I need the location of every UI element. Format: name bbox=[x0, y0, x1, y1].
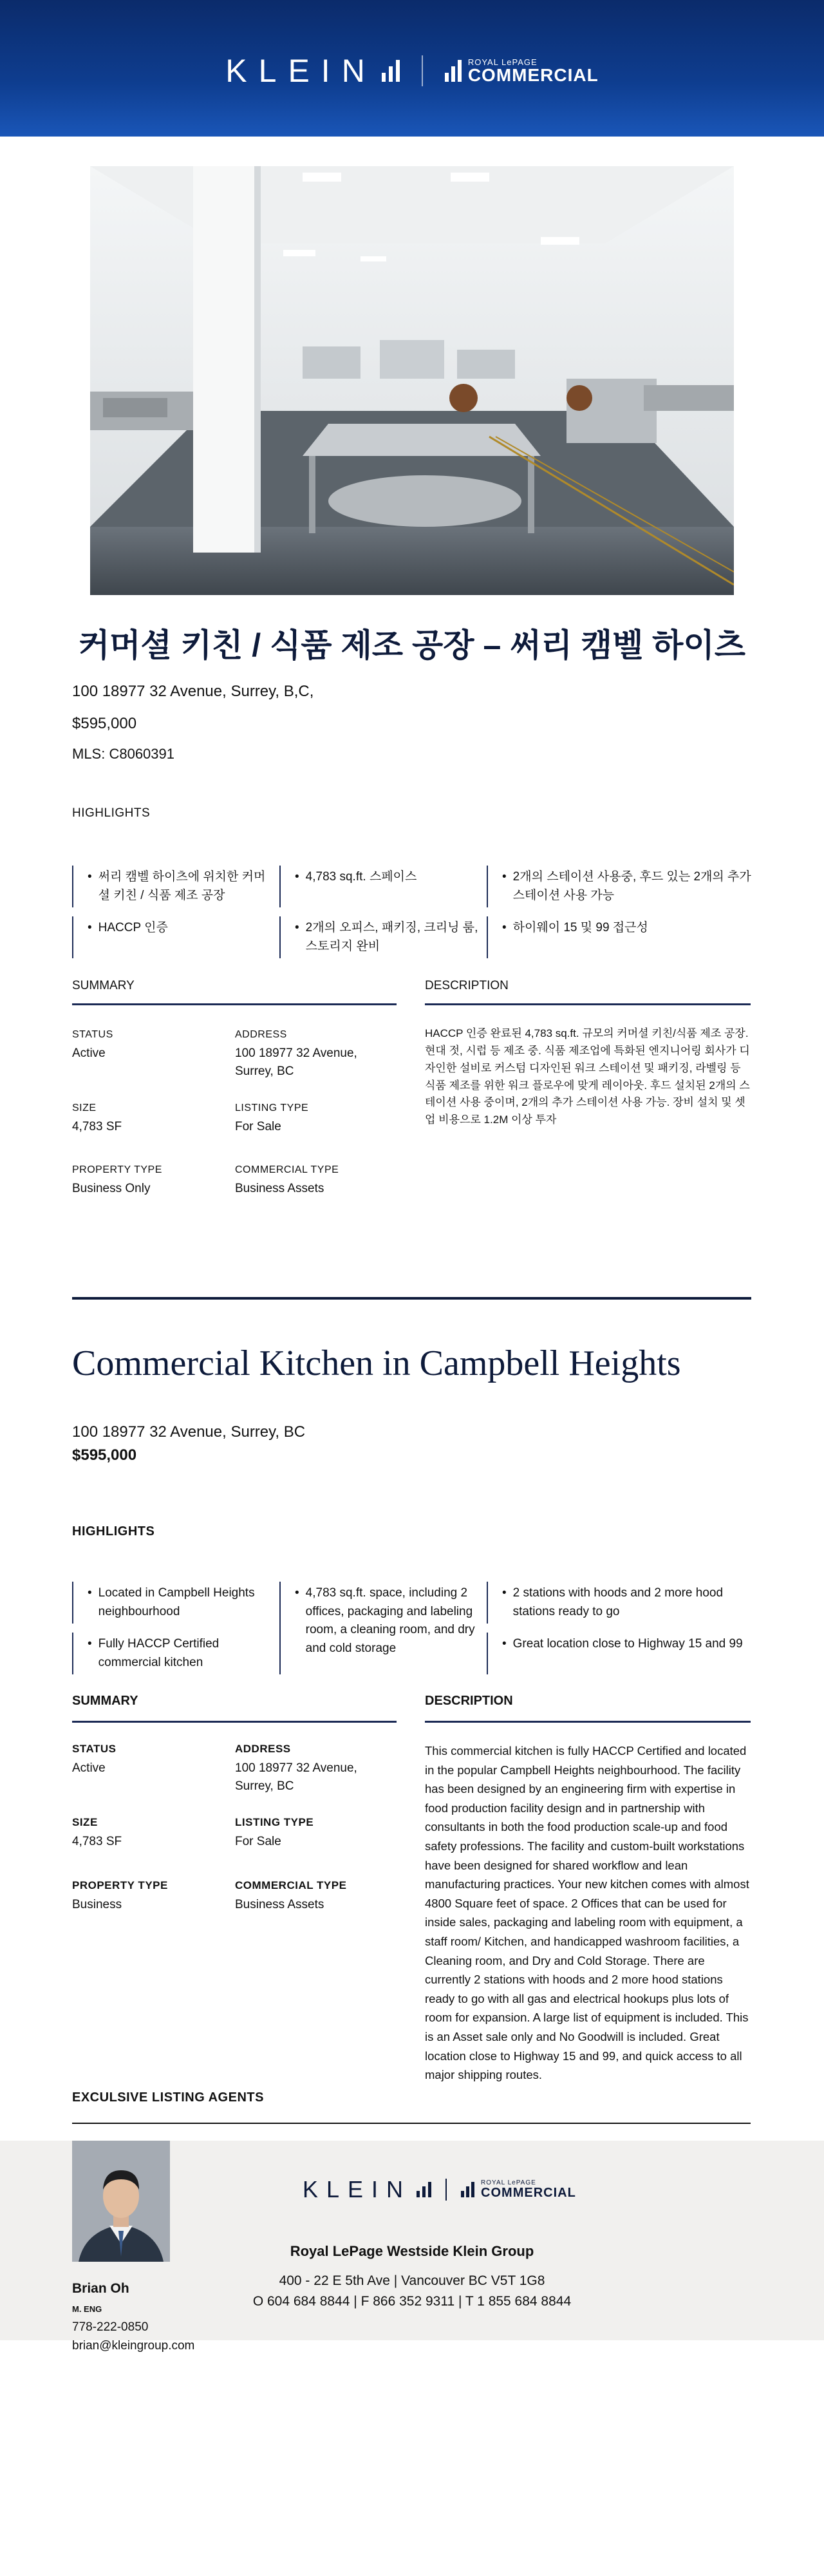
korean-commercial-type: COMMERCIAL TYPE Business Assets bbox=[235, 1164, 339, 1195]
header-banner bbox=[0, 0, 824, 137]
korean-summary-rule bbox=[72, 1003, 397, 1005]
english-description-text: This commercial kitchen is fully HACCP Certified and located in the popular Campbell Heights neighbourhood. The facility has been designed by an engineering firm with expertise in food production facility design and in partnership with consultants in both the food production scale-up and food safety professions. The facility and custom-built workstations have been designed for shared workflow and lean manufacturing practices. Your new kitchen comes with almost 4800 Square feet of space. 2 Offices that can be used for inside sales, packaging and labeling room with equipment, a staff room/ Kitchen, and handicapped washroom facilities, a Cleaning room, and Dry and Cold Storage. There are currently 2 stations with hoods and 2 more hood stations ready to go with all gas and electrical hookups plus lots of room for expansion. A large list of equipment is included. This is an Asset sale only and No Goodwill is included. Great location close to Highway 15 and 99, and quick access to all major shipping routes. bbox=[425, 1744, 749, 2082]
english-highlights-list bbox=[72, 1582, 744, 1674]
korean-description-heading: DESCRIPTION bbox=[425, 979, 509, 992]
agents-rule bbox=[72, 2123, 751, 2124]
royal-lepage-small-text: ROYAL LePAGE bbox=[481, 2179, 536, 2186]
header-logo[interactable] bbox=[0, 52, 824, 90]
mls-number: MLS: C8060391 bbox=[72, 746, 174, 762]
korean-price: $595,000 bbox=[72, 715, 137, 732]
english-price: $595,000 bbox=[72, 1446, 137, 1464]
english-description-heading: DESCRIPTION bbox=[425, 1694, 513, 1708]
korean-address: 100 18977 32 Avenue, Surrey, B,C, bbox=[72, 683, 314, 700]
english-highlights-heading: HIGHLIGHTS bbox=[72, 1524, 155, 1539]
brokerage-name: Royal LePage Westside Klein Group bbox=[290, 2243, 534, 2259]
highlight-item: • 4,783 sq.ft. 스페이스 bbox=[279, 866, 479, 907]
agent-phone[interactable]: 778-222-0850 bbox=[72, 2320, 149, 2334]
highlight-item: • 2개의 오피스, 패키징, 크리닝 룸, 스토리지 완비 bbox=[279, 916, 479, 958]
royal-lepage-bars-icon bbox=[445, 60, 462, 82]
commercial-kitchen-photo bbox=[90, 166, 734, 595]
royal-lepage-bars-icon bbox=[461, 2182, 474, 2197]
english-commercial-type: COMMERCIAL TYPE Business Assets bbox=[235, 1879, 347, 1911]
klein-bars-icon bbox=[417, 2182, 431, 2197]
highlight-item: • 써리 캠벨 하이츠에 위치한 커머셜 키친 / 식품 제조 공장 bbox=[72, 866, 272, 907]
office-address: 400 - 22 E 5th Ave | Vancouver BC V5T 1G8 bbox=[279, 2273, 545, 2288]
korean-description-text: HACCP 인증 완료된 4,783 sq.ft. 규모의 커머셜 키친/식품 제조 공장. 현대 젓, 시럽 등 제조 중. 식품 제조업에 특화된 엔지니어링 회사가 디자인한 설비로 커스텀 디자인된 워크 스테이션 및 패키징, 라벨링 등 식품 제조를 위한 워크 플로우에 맞게 레이아웃. 후드 설치된 2개의 스테이션 사용 중이며, 2개의 추가 스테이션 사용 가능. 장비 설치 및 셋업 비용으로 1.2M 이상 투자 bbox=[425, 1027, 750, 1126]
footer-logo[interactable] bbox=[303, 2175, 612, 2204]
klein-bars-icon bbox=[382, 60, 400, 82]
logo-divider bbox=[445, 2179, 447, 2201]
klein-logo bbox=[303, 2176, 431, 2203]
office-phones: O 604 684 8844 | F 866 352 9311 | T 1 855 684 8844 bbox=[252, 2294, 572, 2309]
english-address: 100 18977 32 Avenue, Surrey, BC bbox=[72, 1423, 306, 1441]
klein-wordmark: KLEIN bbox=[225, 53, 377, 89]
english-property-type: PROPERTY TYPE Business bbox=[72, 1879, 168, 1911]
korean-summary-heading: SUMMARY bbox=[72, 979, 135, 992]
korean-listing-title: 커머셜 키친 / 식품 제조 공장 – 써리 캠벨 하이츠 bbox=[78, 627, 746, 663]
highlight-item: • 2개의 스테이션 사용중, 후드 있는 2개의 추가 스테이션 사용 가능 bbox=[487, 866, 757, 907]
english-size: SIZE 4,783 SF bbox=[72, 1816, 122, 1848]
section-divider bbox=[72, 1297, 751, 1300]
english-status: STATUS Active bbox=[72, 1743, 117, 1775]
english-listing-type: LISTING TYPE For Sale bbox=[235, 1816, 314, 1848]
royal-lepage-logo bbox=[445, 58, 599, 84]
korean-highlights-list bbox=[72, 866, 757, 958]
korean-address-field: ADDRESS 100 18977 32 Avenue, Surrey, BC bbox=[235, 1029, 357, 1078]
royal-lepage-small-text: ROYAL LePAGE bbox=[467, 57, 538, 67]
korean-status: STATUS Active bbox=[72, 1029, 113, 1060]
highlight-item: • HACCP 인증 bbox=[72, 916, 272, 958]
korean-property-type: PROPERTY TYPE Business Only bbox=[72, 1164, 162, 1195]
english-listing-title: Commercial Kitchen in Campbell Heights bbox=[72, 1343, 681, 1383]
korean-description-rule bbox=[425, 1003, 751, 1005]
royal-lepage-logo bbox=[461, 2180, 576, 2199]
agent-name: Brian Oh bbox=[72, 2281, 129, 2296]
klein-logo bbox=[225, 52, 400, 90]
english-summary-rule bbox=[72, 1721, 397, 1723]
english-address-field: ADDRESS 100 18977 32 Avenue, Surrey, BC bbox=[235, 1743, 357, 1793]
highlight-item: • 2 stations with hoods and 2 more hood stations ready to go bbox=[487, 1582, 744, 1624]
highlight-item: • Located in Campbell Heights neighbourhood bbox=[72, 1582, 272, 1624]
korean-size: SIZE 4,783 SF bbox=[72, 1103, 122, 1133]
klein-wordmark: KLEIN bbox=[303, 2176, 412, 2202]
agent-email[interactable]: brian@kleingroup.com bbox=[72, 2339, 195, 2353]
korean-listing-type: LISTING TYPE For Sale bbox=[235, 1103, 309, 1133]
highlight-item: • 4,783 sq.ft. space, including 2 offices, packaging and labeling room, a cleaning room, and dry and cold storage bbox=[279, 1582, 479, 1674]
english-summary-heading: SUMMARY bbox=[72, 1694, 138, 1708]
english-description-rule bbox=[425, 1721, 751, 1723]
royal-lepage-big-text: COMMERCIAL bbox=[481, 2186, 576, 2200]
highlight-item: • Great location close to Highway 15 and 99 bbox=[487, 1633, 744, 1674]
royal-lepage-big-text: COMMERCIAL bbox=[467, 64, 599, 85]
listing-agents-heading: EXCULSIVE LISTING AGENTS bbox=[72, 2090, 264, 2105]
highlight-item: • Fully HACCP Certified commercial kitchen bbox=[72, 1633, 272, 1674]
korean-highlights-heading: HIGHLIGHTS bbox=[72, 806, 151, 820]
agent-credential: M. ENG bbox=[72, 2304, 102, 2314]
highlight-item: • 하이웨이 15 및 99 접근성 bbox=[487, 916, 757, 958]
logo-divider bbox=[422, 55, 423, 86]
